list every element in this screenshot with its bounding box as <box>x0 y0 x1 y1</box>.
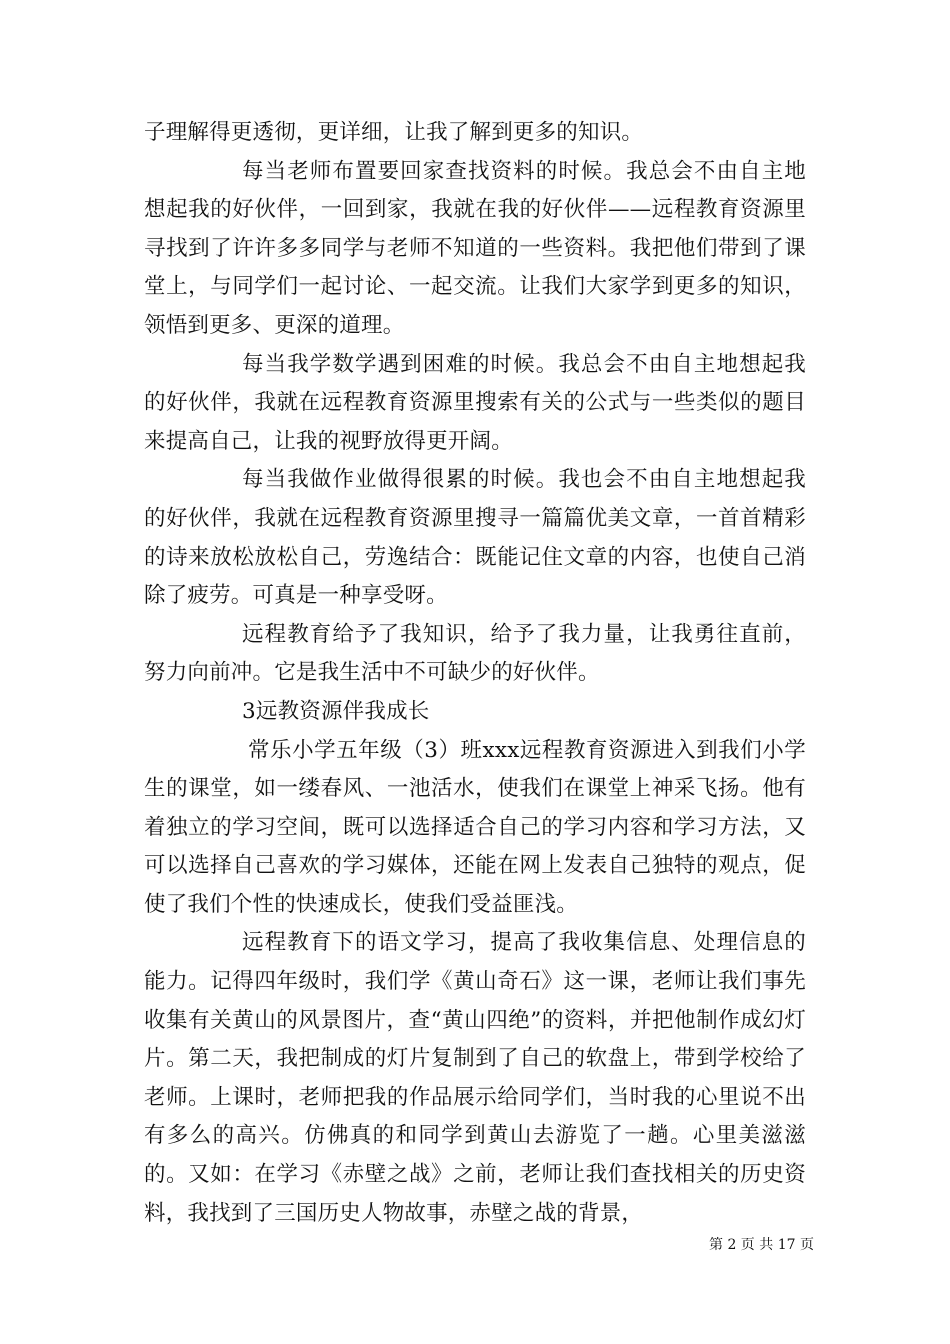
section-heading: 3远教资源伴我成长 <box>242 698 430 724</box>
page-number-footer: 第 2 页 共 17 页 <box>709 1237 814 1253</box>
paragraph-continuation: 子理解得更透彻，更详细，让我了解到更多的知识。 <box>144 120 644 145</box>
paragraph-remote-education-gift: 远程教育给予了我知识，给予了我力量，让我勇往直前，努力向前冲。它是我生活中不可缺少的好伙伴。 <box>144 621 806 686</box>
paragraph-math-difficulty: 每当我学数学遇到困难的时候。我总会不由自主地想起我的好伙伴，我就在远程教育资源里搜索有关的公式与一些类似的题目来提高自己，让我的视野放得更开阔。 <box>144 351 806 454</box>
paragraph-homework-tired: 每当我做作业做得很累的时候。我也会不由自主地想起我的好伙伴，我就在远程教育资源里搜寻一篇篇优美文章，一首首精彩的诗来放松放松自己，劳逸结合：既能记住文章的内容，也使自己消除了疲劳。可真是一种享受呀。 <box>144 467 806 609</box>
paragraph-teacher-assignment: 每当老师布置要回家查找资料的时候。我总会不由自主地想起我的好伙伴，一回到家，我就在我的好伙伴——远程教育资源里寻找到了许许多多同学与老师不知道的一些资料。我把他们带到了课堂上，与同学们一起讨论、一起交流。让我们大家学到更多的知识，领悟到更多、更深的道理。 <box>144 158 806 338</box>
paragraph-author-intro: 常乐小学五年级（3）班xxx远程教育资源进入到我们小学生的课堂，如一缕春风、一池活水，使我们在课堂上神采飞扬。他有着独立的学习空间，既可以选择适合自己的学习内容和学习方法，又可以选择自己喜欢的学习媒体，还能在网上发表自己独特的观点，促使了我们个性的快速成长，使我们受益匪浅。 <box>144 737 806 917</box>
document-body <box>144 114 806 1233</box>
paragraph-chinese-learning: 远程教育下的语文学习，提高了我收集信息、处理信息的能力。记得四年级时，我们学《黄山奇石》这一课，老师让我们事先收集有关黄山的风景图片，查“黄山四绝”的资料，并把他制作成幻灯片。第二天，我把制成的灯片复制到了自己的软盘上，带到学校给了老师。上课时，老师把我的作品展示给同学们，当时我的心里说不出有多么的高兴。仿佛真的和同学到黄山去游览了一趟。心里美滋滋的。又如：在学习《赤壁之战》之前，老师让我们查找相关的历史资料，我找到了三国历史人物故事，赤壁之战的背景， <box>144 930 806 1226</box>
